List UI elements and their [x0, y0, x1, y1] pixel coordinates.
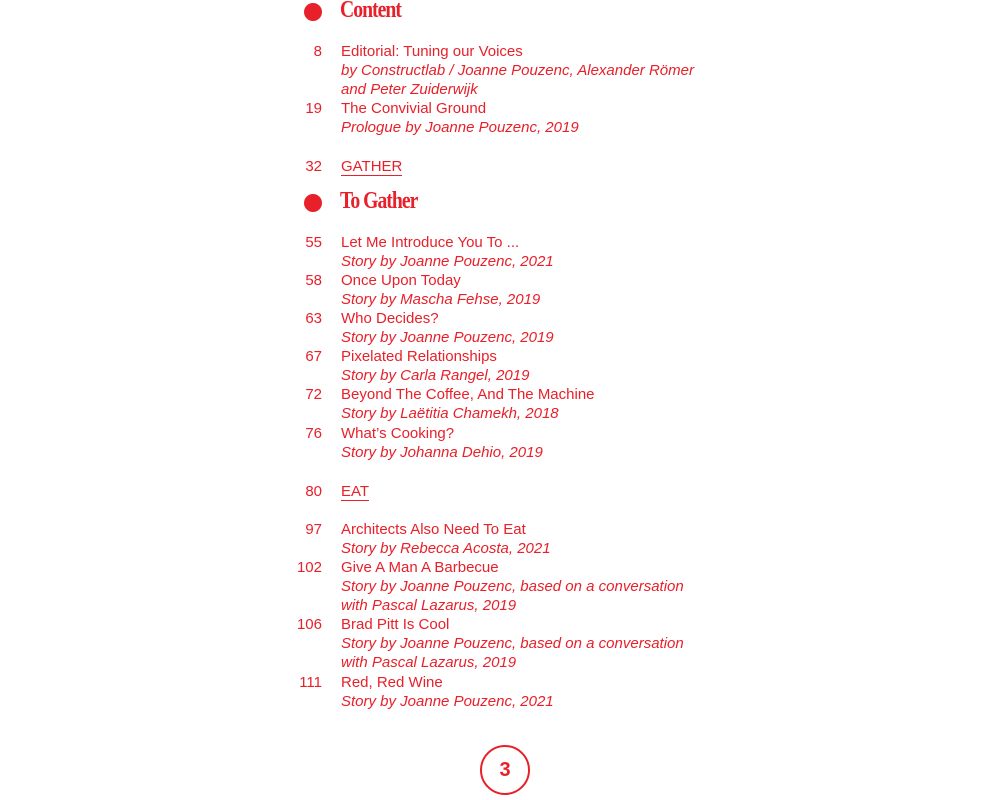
entry-title: Give A Man A Barbecue: [341, 559, 499, 576]
page-ref: 32: [305, 158, 322, 175]
entry-title: Pixelated Relationships: [341, 348, 497, 365]
page-ref: 58: [305, 272, 322, 289]
entry-byline-continued: with Pascal Lazarus, 2019: [341, 597, 517, 614]
entry-byline: Story by Laëtitia Chamekh, 2018: [341, 405, 559, 422]
page-ref: 72: [305, 386, 322, 403]
page-number-badge: [480, 745, 530, 795]
page-ref: 76: [305, 425, 322, 442]
entry-title: Who Decides?: [341, 310, 439, 327]
entry-title: Once Upon Today: [341, 272, 461, 289]
page-ref: 102: [296, 559, 322, 576]
page-ref: 55: [305, 234, 322, 251]
entry-title: Red, Red Wine: [341, 674, 443, 691]
section-heading-to-gather: [304, 188, 418, 218]
entry-byline: Story by Joanne Pouzenc, 2021: [341, 693, 554, 710]
entry-byline-continued: with Pascal Lazarus, 2019: [341, 654, 517, 671]
page-ref: 106: [296, 616, 322, 633]
entry-byline: Story by Johanna Dehio, 2019: [341, 444, 543, 461]
page-ref: 97: [305, 521, 322, 538]
page-ref: 67: [305, 348, 322, 365]
entry-byline: Story by Joanne Pouzenc, 2021: [341, 253, 554, 270]
page-ref: 19: [305, 100, 322, 117]
bullet-dot-icon: [304, 194, 322, 212]
section-title: Content: [340, 0, 401, 23]
part-link-eat[interactable]: EAT: [341, 483, 370, 500]
part-link-gather[interactable]: GATHER: [341, 158, 403, 175]
page-number: 3: [499, 758, 511, 781]
entry-title: Editorial: Tuning our Voices: [341, 43, 523, 60]
entry-byline: Story by Joanne Pouzenc, 2019: [341, 329, 554, 346]
entry-byline: by Constructlab / Joanne Pouzenc, Alexander Römer: [341, 62, 694, 79]
entry-title: Architects Also Need To Eat: [341, 521, 526, 538]
section-heading-content: [304, 0, 401, 27]
page-ref: 8: [313, 43, 322, 60]
entry-title: Brad Pitt Is Cool: [341, 616, 450, 633]
section-title: To Gather: [340, 188, 418, 214]
page-ref: 111: [299, 674, 322, 691]
entry-byline: Prologue by Joanne Pouzenc, 2019: [341, 119, 579, 136]
entry-title: Beyond The Coffee, And The Machine: [341, 386, 595, 403]
entry-title: Let Me Introduce You To ...: [341, 234, 520, 251]
entry-byline: Story by Joanne Pouzenc, based on a conversation: [341, 578, 684, 595]
entry-title: The Convivial Ground: [341, 100, 487, 117]
page-ref: 80: [305, 483, 322, 500]
entry-byline: Story by Rebecca Acosta, 2021: [341, 540, 551, 557]
entry-byline: Story by Carla Rangel, 2019: [341, 367, 530, 384]
entry-byline: Story by Joanne Pouzenc, based on a conversation: [341, 635, 684, 652]
entry-title: What’s Cooking?: [341, 425, 455, 442]
bullet-dot-icon: [304, 3, 322, 21]
entry-byline-continued: and Peter Zuiderwijk: [341, 81, 478, 98]
entry-byline: Story by Mascha Fehse, 2019: [341, 291, 541, 308]
page-ref: 63: [305, 310, 322, 327]
